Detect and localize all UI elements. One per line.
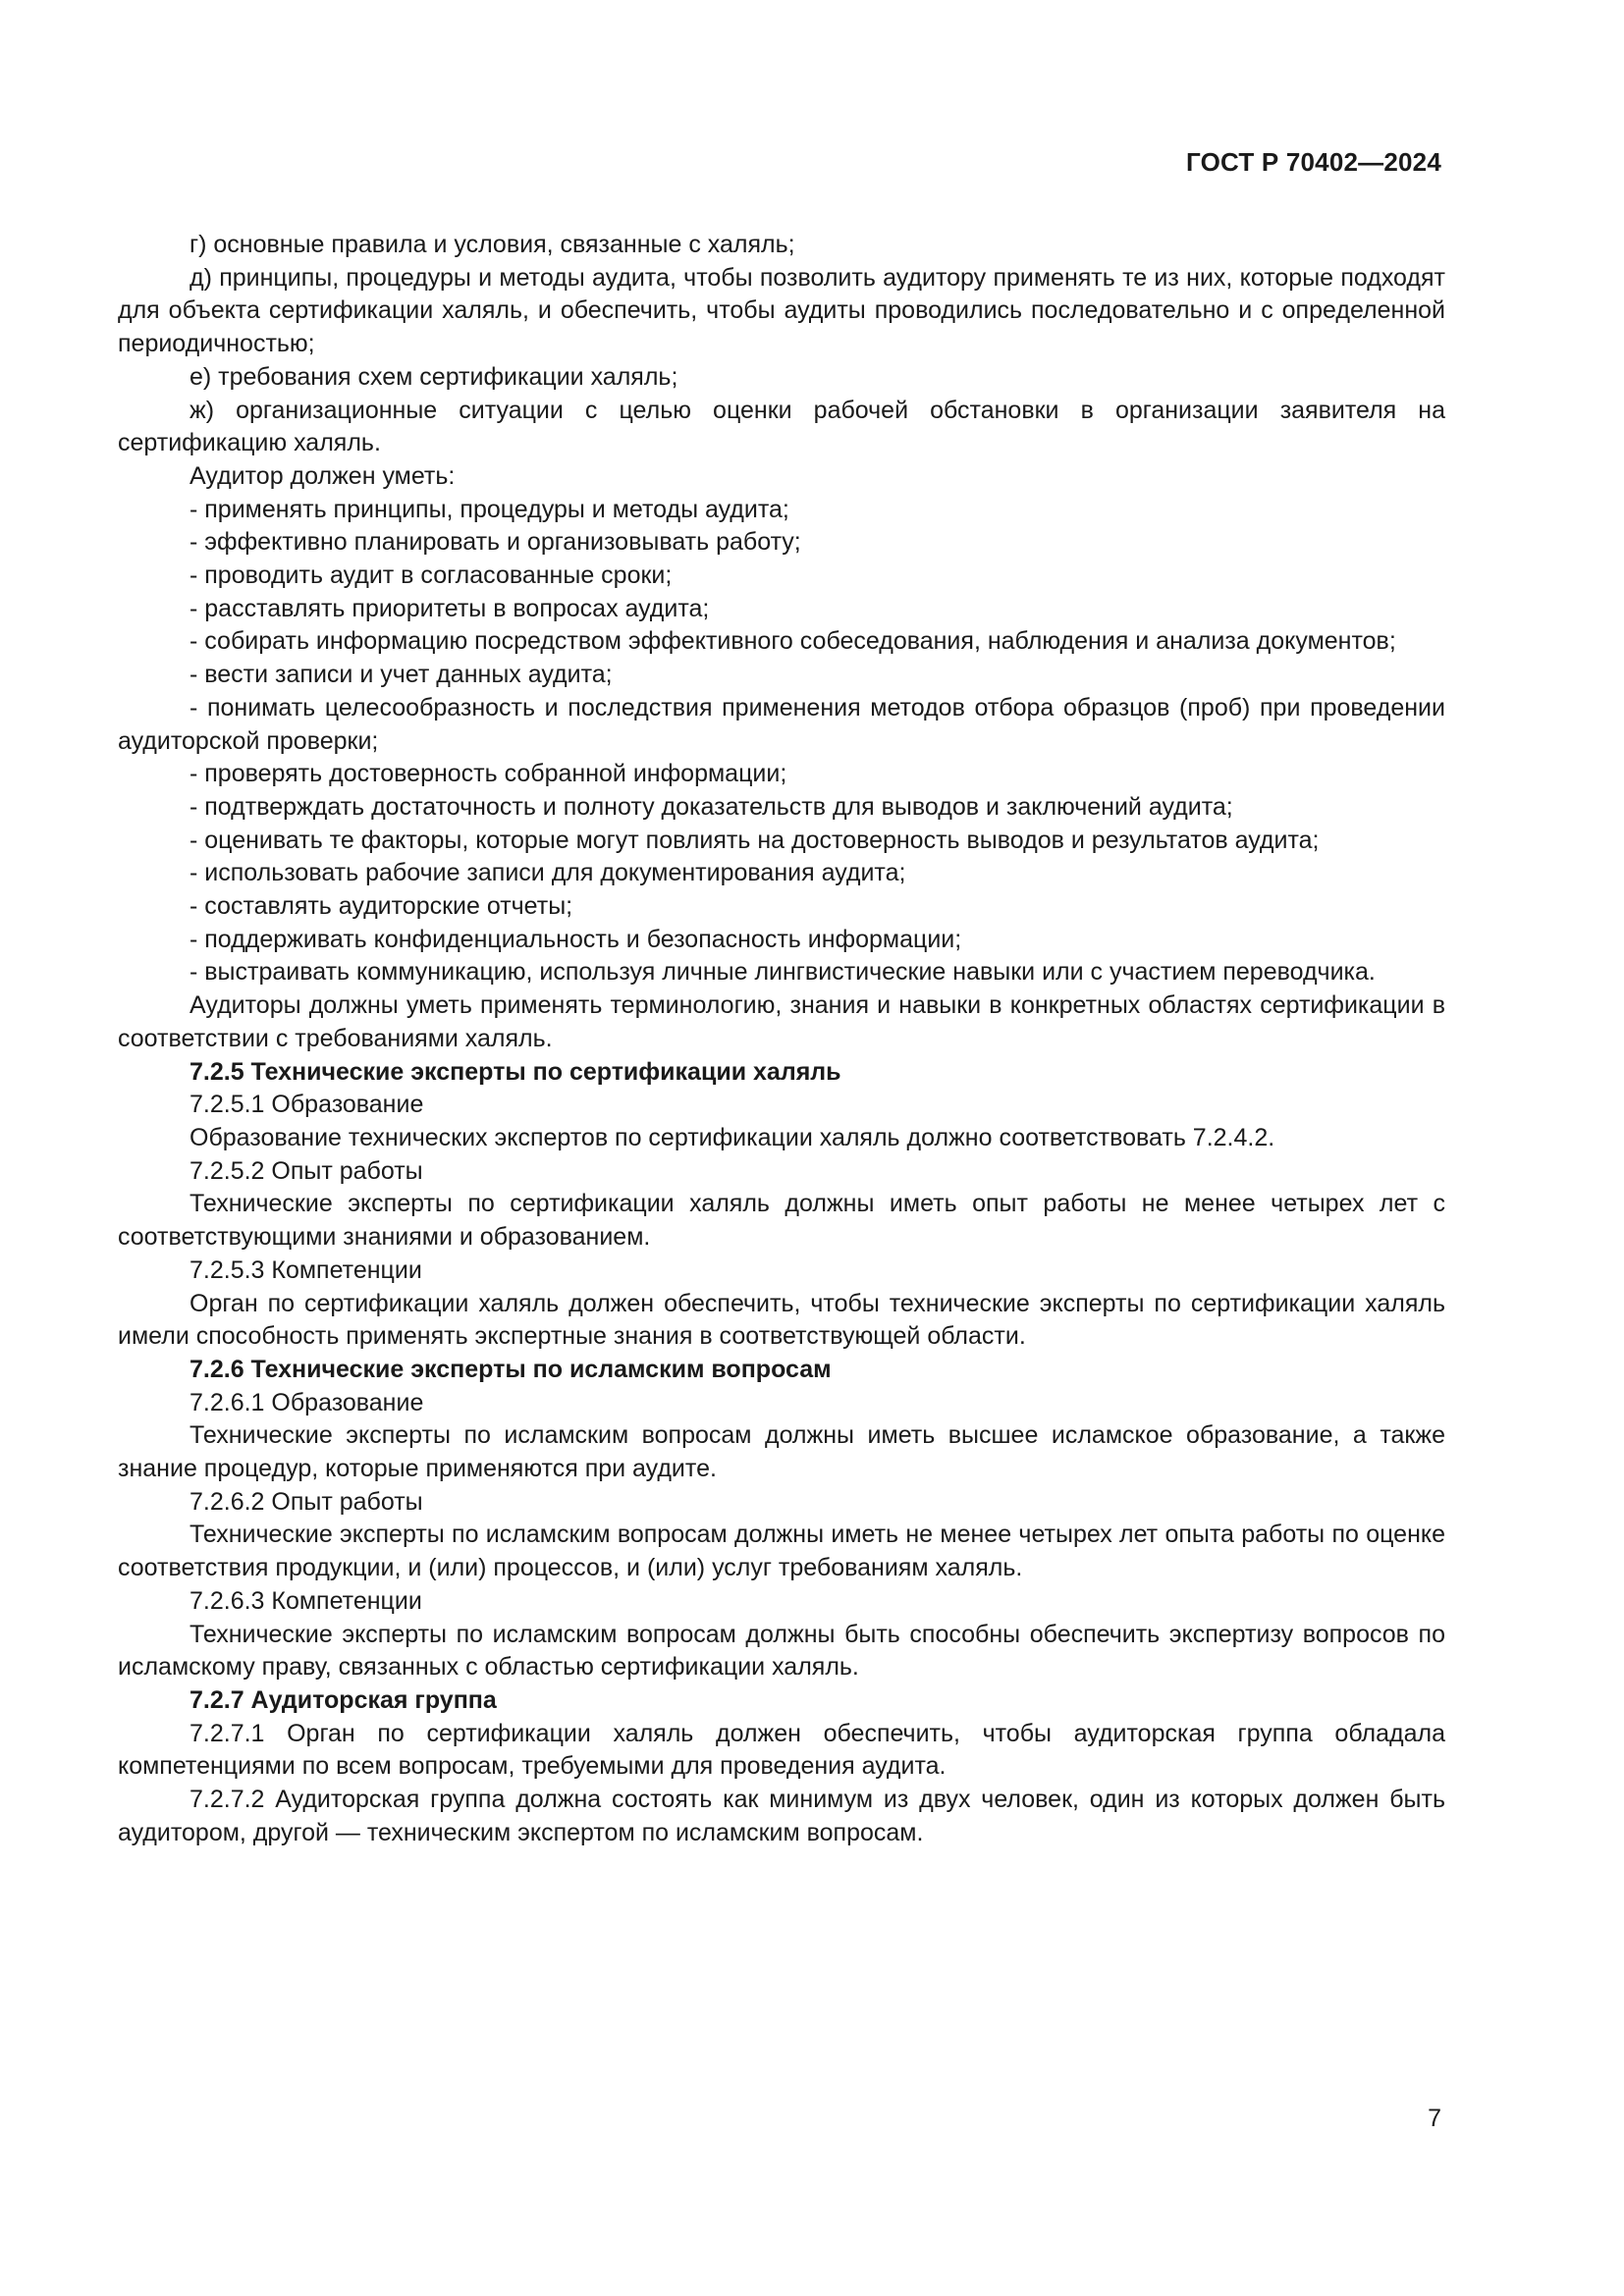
paragraph: Аудиторы должны уметь применять терминологию, знания и навыки в конкретных областях сертификации в соответствии с требованиями халяль. — [118, 991, 1445, 1052]
paragraph: 7.2.6.2 Опыт работы — [189, 1487, 423, 1516]
paragraph: - проверять достоверность собранной информации; — [189, 760, 787, 788]
paragraph: - оценивать те факторы, которые могут повлиять на достоверность выводов и результатов аудита; — [189, 826, 1320, 854]
paragraph: - эффективно планировать и организовывать работу; — [189, 528, 801, 557]
paragraph: 7.2.5.2 Опыт работы — [189, 1156, 423, 1185]
paragraph: Технические эксперты по исламским вопросам должны иметь высшее исламское образование, а также знание процедур, которые применяются при аудите. — [118, 1421, 1445, 1483]
paragraph: - расставлять приоритеты в вопросах аудита; — [189, 594, 710, 622]
paragraph: - поддерживать конфиденциальность и безопасность информации; — [189, 925, 962, 953]
paragraph: 7.2.6.3 Компетенции — [189, 1586, 422, 1615]
document-code: ГОСТ Р 70402—2024 — [1186, 147, 1441, 177]
paragraph: Технические эксперты по исламским вопросам должны иметь не менее четырех лет опыта работы по оценке соответствия продукции, и (или) процессов, и (или) услуг требованиям халяль. — [118, 1521, 1445, 1582]
paragraph: Технические эксперты по сертификации халяль должны иметь опыт работы не менее четырех лет с соответствующими знаниями и образованием. — [118, 1190, 1445, 1252]
section-heading: 7.2.5 Технические эксперты по сертификации халяль — [189, 1057, 841, 1086]
page-number: 7 — [1428, 2105, 1441, 2132]
paragraph: - вести записи и учет данных аудита; — [189, 661, 613, 689]
paragraph: - составлять аудиторские отчеты; — [189, 892, 573, 921]
paragraph: - проводить аудит в согласованные сроки; — [189, 561, 673, 590]
paragraph: 7.2.7.1 Орган по сертификации халяль должен обеспечить, чтобы аудиторская группа обладала компетенциями по всем вопросам, требуемыми для проведения аудита. — [118, 1719, 1445, 1781]
paragraph: Орган по сертификации халяль должен обеспечить, чтобы технические эксперты по сертификации халяль имели способность применять экспертные знания в соответствующей области. — [118, 1289, 1445, 1351]
paragraph: 7.2.5.1 Образование — [189, 1091, 424, 1119]
paragraph: д) принципы, процедуры и методы аудита, чтобы позволить аудитору применять те из них, которые подходят для объекта сертификации халяль, и обеспечить, чтобы аудиты проводились последовательно и с определенной периодичностью; — [118, 263, 1445, 358]
paragraph: е) требования схем сертификации халяль; — [189, 362, 678, 391]
paragraph: 7.2.6.1 Образование — [189, 1388, 424, 1416]
paragraph: - понимать целесообразность и последствия применения методов отбора образцов (проб) при проведении аудиторской проверки; — [118, 693, 1445, 755]
paragraph: г) основные правила и условия, связанные с халяль; — [189, 231, 795, 258]
paragraph: - собирать информацию посредством эффективного собеседования, наблюдения и анализа документов; — [189, 627, 1396, 656]
paragraph: - подтверждать достаточность и полноту доказательств для выводов и заключений аудита; — [189, 792, 1233, 821]
paragraph: 7.2.7.2 Аудиторская группа должна состоять как минимум из двух человек, один из которых должен быть аудитором, другой — техническим экспертом по исламским вопросам. — [118, 1786, 1445, 1846]
paragraph: Аудитор должен уметь: — [189, 461, 456, 490]
paragraph: - использовать рабочие записи для документирования аудита; — [189, 859, 906, 887]
paragraph: Технические эксперты по исламским вопросам должны быть способны обеспечить экспертизу вопросов по исламскому праву, связанных с областью сертификации халяль. — [118, 1620, 1445, 1682]
paragraph: Образование технических экспертов по сертификации халяль должно соответствовать 7.2.4.2. — [189, 1123, 1275, 1151]
section-heading: 7.2.6 Технические эксперты по исламским вопросам — [189, 1355, 832, 1383]
paragraph: ж) организационные ситуации с целью оценки рабочей обстановки в организации заявителя на сертификацию халяль. — [118, 396, 1445, 457]
section-heading: 7.2.7 Аудиторская группа — [189, 1685, 497, 1714]
document-body — [118, 229, 1445, 1849]
paragraph: 7.2.5.3 Компетенции — [189, 1255, 422, 1284]
paragraph: - выстраивать коммуникацию, используя личные лингвистические навыки или с участием переводчика. — [189, 958, 1376, 987]
paragraph: - применять принципы, процедуры и методы аудита; — [189, 495, 789, 523]
